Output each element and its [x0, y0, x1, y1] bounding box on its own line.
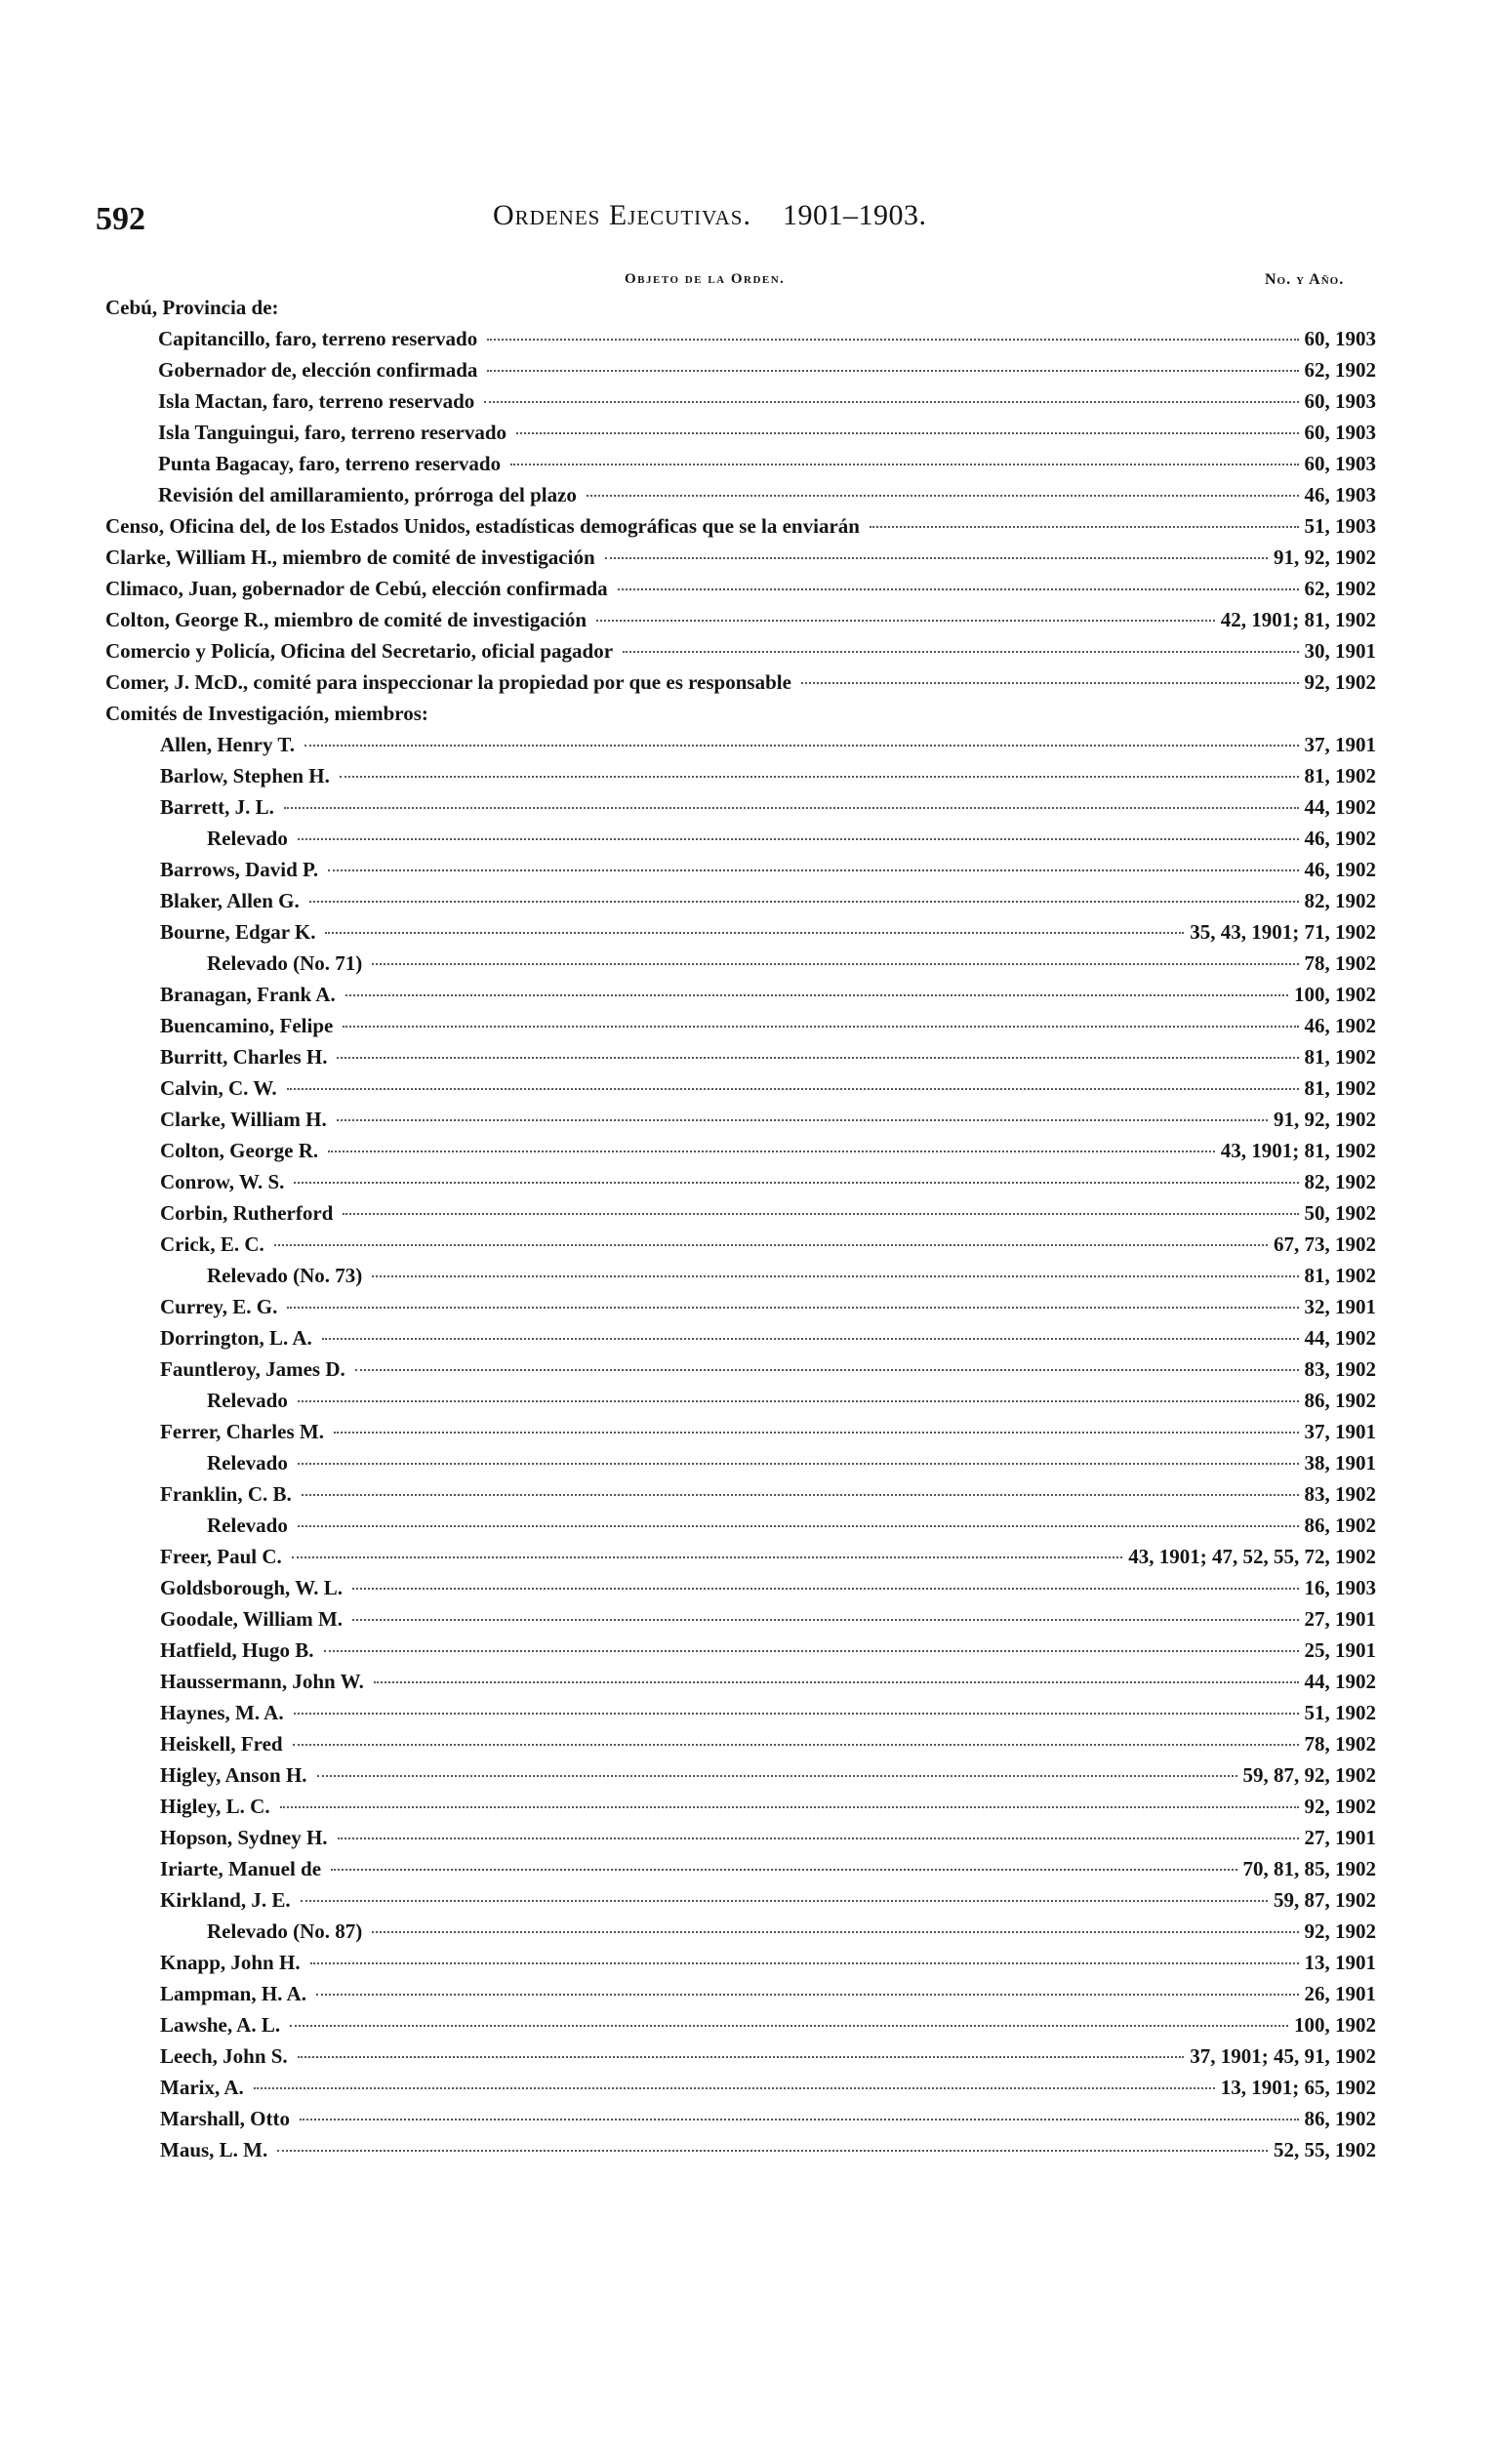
entry-order-ref: 92, 1902	[1304, 1919, 1376, 1943]
dot-leader	[298, 1400, 1299, 1402]
index-entry	[158, 358, 1376, 389]
entry-subject: Isla Tanguingui, faro, terreno reservado	[158, 421, 507, 444]
entry-order-ref: 86, 1902	[1304, 1389, 1376, 1412]
index-entry	[160, 1951, 1376, 1982]
entry-subject: Punta Bagacay, faro, terreno reservado	[158, 452, 502, 475]
entry-order-ref: 42, 1901; 81, 1902	[1220, 608, 1376, 631]
dot-leader	[343, 1026, 1298, 1028]
dot-leader	[487, 370, 1298, 372]
entry-order-ref: 37, 1901	[1304, 1420, 1376, 1443]
index-entry	[207, 1389, 1376, 1420]
index-entry	[160, 1045, 1376, 1076]
entry-subject: Calvin, C. W.	[160, 1076, 277, 1100]
entry-subject: Ferrer, Charles M.	[160, 1420, 324, 1443]
entry-order-ref: 43, 1901; 81, 1902	[1220, 1139, 1376, 1162]
index-entry	[160, 1076, 1376, 1108]
dot-leader	[340, 776, 1299, 778]
index-entry	[160, 1576, 1376, 1607]
index-entry	[160, 1139, 1376, 1170]
entry-subject: Comités de Investigación, miembros:	[105, 702, 428, 725]
dot-leader	[372, 1275, 1298, 1277]
dot-leader	[294, 1713, 1299, 1715]
index-entry	[160, 1763, 1376, 1795]
dot-leader	[345, 994, 1288, 996]
index-entry	[160, 1420, 1376, 1451]
index-entry	[160, 1014, 1376, 1045]
column-heading-number-year: No. y Año.	[1265, 271, 1345, 288]
entry-order-ref: 44, 1902	[1304, 1670, 1376, 1693]
index-entry	[158, 327, 1376, 358]
entry-subject: Relevado	[207, 1514, 288, 1537]
dot-leader	[355, 1369, 1299, 1371]
column-heading-subject: Objeto de la Orden.	[625, 271, 786, 287]
dot-leader	[294, 1182, 1298, 1184]
entry-subject: Marix, A.	[160, 2076, 244, 2099]
entry-order-ref: 44, 1902	[1304, 795, 1376, 819]
entry-subject: Hatfield, Hugo B.	[160, 1638, 314, 1662]
dot-leader	[372, 963, 1298, 965]
entry-subject: Bourne, Edgar K.	[160, 920, 316, 944]
index-entry	[160, 1201, 1376, 1232]
index-entry	[160, 1607, 1376, 1638]
entry-order-ref: 81, 1902	[1304, 764, 1376, 788]
entry-subject: Crick, E. C.	[160, 1232, 264, 1256]
index-entry	[105, 514, 1376, 545]
entry-order-ref: 46, 1902	[1304, 1014, 1376, 1037]
index-entry	[160, 1295, 1376, 1326]
index-entry	[160, 795, 1376, 827]
dot-leader	[337, 1119, 1268, 1121]
entry-order-ref: 60, 1903	[1304, 452, 1376, 475]
dot-leader	[274, 1244, 1268, 1246]
index-entry	[207, 827, 1376, 858]
entry-subject: Blaker, Allen G.	[160, 889, 300, 912]
entry-order-ref: 86, 1902	[1304, 1514, 1376, 1537]
entry-order-ref: 30, 1901	[1304, 639, 1376, 663]
index-entry	[160, 1108, 1376, 1139]
entry-order-ref: 78, 1902	[1304, 951, 1376, 975]
index-entry	[160, 1826, 1376, 1857]
dot-leader	[292, 1556, 1122, 1558]
index-entry	[160, 1982, 1376, 2013]
entry-subject: Goodale, William M.	[160, 1607, 344, 1631]
dot-leader	[337, 1057, 1298, 1059]
entry-order-ref: 82, 1902	[1304, 1170, 1376, 1193]
dot-leader	[352, 1588, 1299, 1590]
entry-order-ref: 81, 1902	[1304, 1045, 1376, 1069]
entry-order-ref: 59, 87, 92, 1902	[1242, 1763, 1376, 1787]
entry-order-ref: 38, 1901	[1304, 1451, 1376, 1474]
dot-leader	[331, 1869, 1236, 1871]
entry-subject: Higley, L. C.	[160, 1795, 270, 1818]
entry-subject: Burritt, Charles H.	[160, 1045, 328, 1069]
entry-order-ref: 37, 1901; 45, 91, 1902	[1190, 2044, 1376, 2068]
entry-order-ref: 86, 1902	[1304, 2107, 1376, 2130]
index-entry	[160, 1482, 1376, 1514]
dot-leader	[298, 838, 1299, 840]
entry-subject: Relevado	[207, 827, 288, 850]
entry-order-ref: 60, 1903	[1304, 421, 1376, 444]
dot-leader	[334, 1432, 1299, 1434]
entry-subject: Goldsborough, W. L.	[160, 1576, 343, 1599]
entry-subject: Censo, Oficina del, de los Estados Unidos, estadísticas demográficas que se la enviarán	[105, 514, 860, 538]
index-entry	[160, 2076, 1376, 2107]
entry-order-ref: 46, 1902	[1304, 827, 1376, 850]
entry-order-ref: 81, 1902	[1304, 1076, 1376, 1100]
dot-leader	[293, 1744, 1299, 1746]
entry-subject: Barrows, David P.	[160, 858, 319, 881]
entry-order-ref: 70, 81, 85, 1902	[1242, 1857, 1376, 1880]
entry-subject: Gobernador de, elección confirmada	[158, 358, 478, 382]
entry-order-ref: 91, 92, 1902	[1274, 1108, 1376, 1131]
dot-leader	[300, 2119, 1299, 2121]
index-entry	[160, 2013, 1376, 2044]
running-head	[493, 199, 926, 232]
dot-leader	[352, 1619, 1298, 1621]
entry-subject: Haussermann, John W.	[160, 1670, 364, 1693]
index-entry	[207, 1264, 1376, 1295]
entry-order-ref: 46, 1902	[1304, 858, 1376, 881]
index-entry	[158, 389, 1376, 421]
index-entry	[160, 1732, 1376, 1763]
entry-subject: Revisión del amillaramiento, prórroga del plazo	[158, 483, 577, 506]
dot-leader	[317, 1775, 1237, 1777]
index-entry	[105, 545, 1376, 577]
dot-leader	[343, 1213, 1298, 1215]
entry-order-ref: 46, 1903	[1304, 483, 1376, 506]
entry-subject: Conrow, W. S.	[160, 1170, 285, 1193]
entry-subject: Isla Mactan, faro, terreno reservado	[158, 389, 475, 413]
entry-subject: Climaco, Juan, gobernador de Cebú, elección confirmada	[105, 577, 608, 600]
index-entry	[160, 733, 1376, 764]
dot-leader	[596, 620, 1215, 622]
entry-subject: Relevado (No. 87)	[207, 1919, 363, 1943]
entry-subject: Kirkland, J. E.	[160, 1888, 291, 1912]
entry-subject: Hopson, Sydney H.	[160, 1826, 328, 1849]
index-entry	[207, 1514, 1376, 1545]
dot-leader	[322, 1338, 1299, 1340]
entry-subject: Corbin, Rutherford	[160, 1201, 334, 1225]
entry-subject: Marshall, Otto	[160, 2107, 290, 2130]
entry-subject: Branagan, Frank A.	[160, 983, 336, 1006]
entry-order-ref: 27, 1901	[1304, 1607, 1376, 1631]
index-entry	[160, 1357, 1376, 1389]
entry-order-ref: 91, 92, 1902	[1274, 545, 1376, 569]
entry-subject: Maus, L. M.	[160, 2138, 268, 2161]
running-head-years: 1901–1903.	[782, 199, 927, 231]
dot-leader	[287, 1088, 1299, 1090]
entry-subject: Cebú, Provincia de:	[105, 296, 279, 319]
dot-leader	[298, 2056, 1185, 2058]
index-entry	[158, 421, 1376, 452]
entry-order-ref: 44, 1902	[1304, 1326, 1376, 1350]
index-entry	[105, 577, 1376, 608]
entry-subject: Leech, John S.	[160, 2044, 288, 2068]
index-entry	[160, 983, 1376, 1014]
entry-order-ref: 60, 1903	[1304, 327, 1376, 350]
dot-leader	[301, 1900, 1268, 1902]
index-entry	[207, 1451, 1376, 1482]
entry-order-ref: 92, 1902	[1304, 670, 1376, 694]
index-entry	[160, 1701, 1376, 1732]
dot-leader	[284, 807, 1299, 809]
dot-leader	[316, 1994, 1299, 1996]
entry-subject: Knapp, John H.	[160, 1951, 301, 1974]
entry-order-ref: 16, 1903	[1304, 1576, 1376, 1599]
index-entry	[160, 2044, 1376, 2076]
dot-leader	[324, 1650, 1299, 1652]
page-number: 592	[96, 201, 145, 237]
entry-order-ref: 59, 87, 1902	[1274, 1888, 1376, 1912]
entry-subject: Barlow, Stephen H.	[160, 764, 330, 788]
dot-leader	[374, 1681, 1299, 1683]
dot-leader	[618, 588, 1299, 590]
entry-subject: Allen, Henry T.	[160, 733, 296, 756]
dot-leader	[328, 869, 1298, 871]
entry-subject: Colton, George R.	[160, 1139, 319, 1162]
dot-leader	[290, 2025, 1288, 2027]
dot-leader	[277, 2150, 1268, 2152]
entry-subject: Fauntleroy, James D.	[160, 1357, 345, 1381]
index-entry	[160, 1170, 1376, 1201]
entry-order-ref: 51, 1902	[1304, 1701, 1376, 1724]
entry-subject: Clarke, William H.	[160, 1108, 327, 1131]
dot-leader	[623, 651, 1298, 653]
dot-leader	[870, 526, 1299, 528]
entry-order-ref: 27, 1901	[1304, 1826, 1376, 1849]
entry-order-ref: 50, 1902	[1304, 1201, 1376, 1225]
entry-subject: Comer, J. McD., comité para inspeccionar la propiedad por que es responsable	[105, 670, 791, 694]
entry-subject: Relevado	[207, 1389, 288, 1412]
dot-leader	[310, 1962, 1299, 1964]
index-entry	[105, 608, 1376, 639]
index-entry	[207, 951, 1376, 983]
index-entry	[160, 1232, 1376, 1264]
entry-order-ref: 51, 1903	[1304, 514, 1376, 538]
entry-order-ref: 32, 1901	[1304, 1295, 1376, 1318]
dot-leader	[605, 557, 1268, 559]
dot-leader	[302, 1494, 1299, 1496]
index-entry	[160, 1326, 1376, 1357]
index-entry	[160, 1638, 1376, 1670]
index-entry	[158, 452, 1376, 483]
entry-order-ref: 67, 73, 1902	[1274, 1232, 1376, 1256]
entry-subject: Currey, E. G.	[160, 1295, 278, 1318]
entry-order-ref: 37, 1901	[1304, 733, 1376, 756]
dot-leader	[487, 339, 1298, 341]
entry-order-ref: 81, 1902	[1304, 1264, 1376, 1287]
dot-leader	[309, 901, 1299, 903]
index-entry	[160, 920, 1376, 951]
entry-subject: Iriarte, Manuel de	[160, 1857, 322, 1880]
entry-order-ref: 62, 1902	[1304, 577, 1376, 600]
index-entry	[160, 889, 1376, 920]
dot-leader	[298, 1463, 1299, 1465]
entry-subject: Relevado (No. 71)	[207, 951, 363, 975]
index-entry	[160, 1545, 1376, 1576]
entry-order-ref: 13, 1901	[1304, 1951, 1376, 1974]
entry-order-ref: 78, 1902	[1304, 1732, 1376, 1756]
dot-leader	[801, 682, 1299, 684]
entry-order-ref: 62, 1902	[1304, 358, 1376, 382]
index-entry	[160, 858, 1376, 889]
entry-subject: Comercio y Policía, Oficina del Secretario, oficial pagador	[105, 639, 614, 663]
entry-subject: Haynes, M. A.	[160, 1701, 284, 1724]
dot-leader	[587, 495, 1299, 497]
index-entry	[160, 2107, 1376, 2138]
entry-subject: Higley, Anson H.	[160, 1763, 307, 1787]
dot-leader	[510, 464, 1298, 465]
index-entry	[207, 1919, 1376, 1951]
index-entry	[160, 1857, 1376, 1888]
entry-subject: Barrett, J. L.	[160, 795, 274, 819]
dot-leader	[484, 401, 1298, 403]
dot-leader	[287, 1307, 1298, 1309]
entry-subject: Relevado (No. 73)	[207, 1264, 363, 1287]
index-entry	[160, 1888, 1376, 1919]
entry-order-ref: 82, 1902	[1304, 889, 1376, 912]
index-heading	[105, 702, 1376, 733]
dot-leader	[304, 745, 1298, 747]
index-entry	[105, 670, 1376, 702]
entry-order-ref: 26, 1901	[1304, 1982, 1376, 2005]
entry-order-ref: 60, 1903	[1304, 389, 1376, 413]
entry-order-ref: 43, 1901; 47, 52, 55, 72, 1902	[1128, 1545, 1376, 1568]
index-entry	[160, 2138, 1376, 2169]
entry-order-ref: 35, 43, 1901; 71, 1902	[1190, 920, 1376, 944]
entry-order-ref: 13, 1901; 65, 1902	[1220, 2076, 1376, 2099]
entry-subject: Freer, Paul C.	[160, 1545, 282, 1568]
dot-leader	[338, 1838, 1299, 1839]
index-entry	[105, 639, 1376, 670]
dot-leader	[298, 1525, 1299, 1527]
entry-order-ref: 25, 1901	[1304, 1638, 1376, 1662]
dot-leader	[280, 1806, 1299, 1808]
entry-order-ref: 83, 1902	[1304, 1357, 1376, 1381]
dot-leader	[328, 1151, 1215, 1152]
dot-leader	[325, 932, 1184, 934]
entry-subject: Capitancillo, faro, terreno reservado	[158, 327, 478, 350]
index-heading	[105, 296, 1376, 327]
index-entry	[160, 1670, 1376, 1701]
entry-order-ref: 83, 1902	[1304, 1482, 1376, 1506]
index-entry	[160, 764, 1376, 795]
entry-subject: Buencamino, Felipe	[160, 1014, 334, 1037]
entry-subject: Lampman, H. A.	[160, 1982, 306, 2005]
index-entry	[158, 483, 1376, 514]
dot-leader	[254, 2087, 1215, 2089]
running-head-title: Ordenes Ejecutivas.	[493, 199, 751, 231]
entry-order-ref: 100, 1902	[1294, 2013, 1376, 2037]
entry-subject: Clarke, William H., miembro de comité de investigación	[105, 545, 595, 569]
entry-subject: Colton, George R., miembro de comité de investigación	[105, 608, 587, 631]
entry-order-ref: 100, 1902	[1294, 983, 1376, 1006]
entry-order-ref: 92, 1902	[1304, 1795, 1376, 1818]
index-entry	[160, 1795, 1376, 1826]
entry-subject: Relevado	[207, 1451, 288, 1474]
entry-subject: Lawshe, A. L.	[160, 2013, 281, 2037]
entry-subject: Heiskell, Fred	[160, 1732, 283, 1756]
entry-subject: Franklin, C. B.	[160, 1482, 292, 1506]
dot-leader	[372, 1931, 1298, 1933]
dot-leader	[516, 432, 1298, 434]
entry-subject: Dorrington, L. A.	[160, 1326, 312, 1350]
entry-order-ref: 52, 55, 1902	[1274, 2138, 1376, 2161]
